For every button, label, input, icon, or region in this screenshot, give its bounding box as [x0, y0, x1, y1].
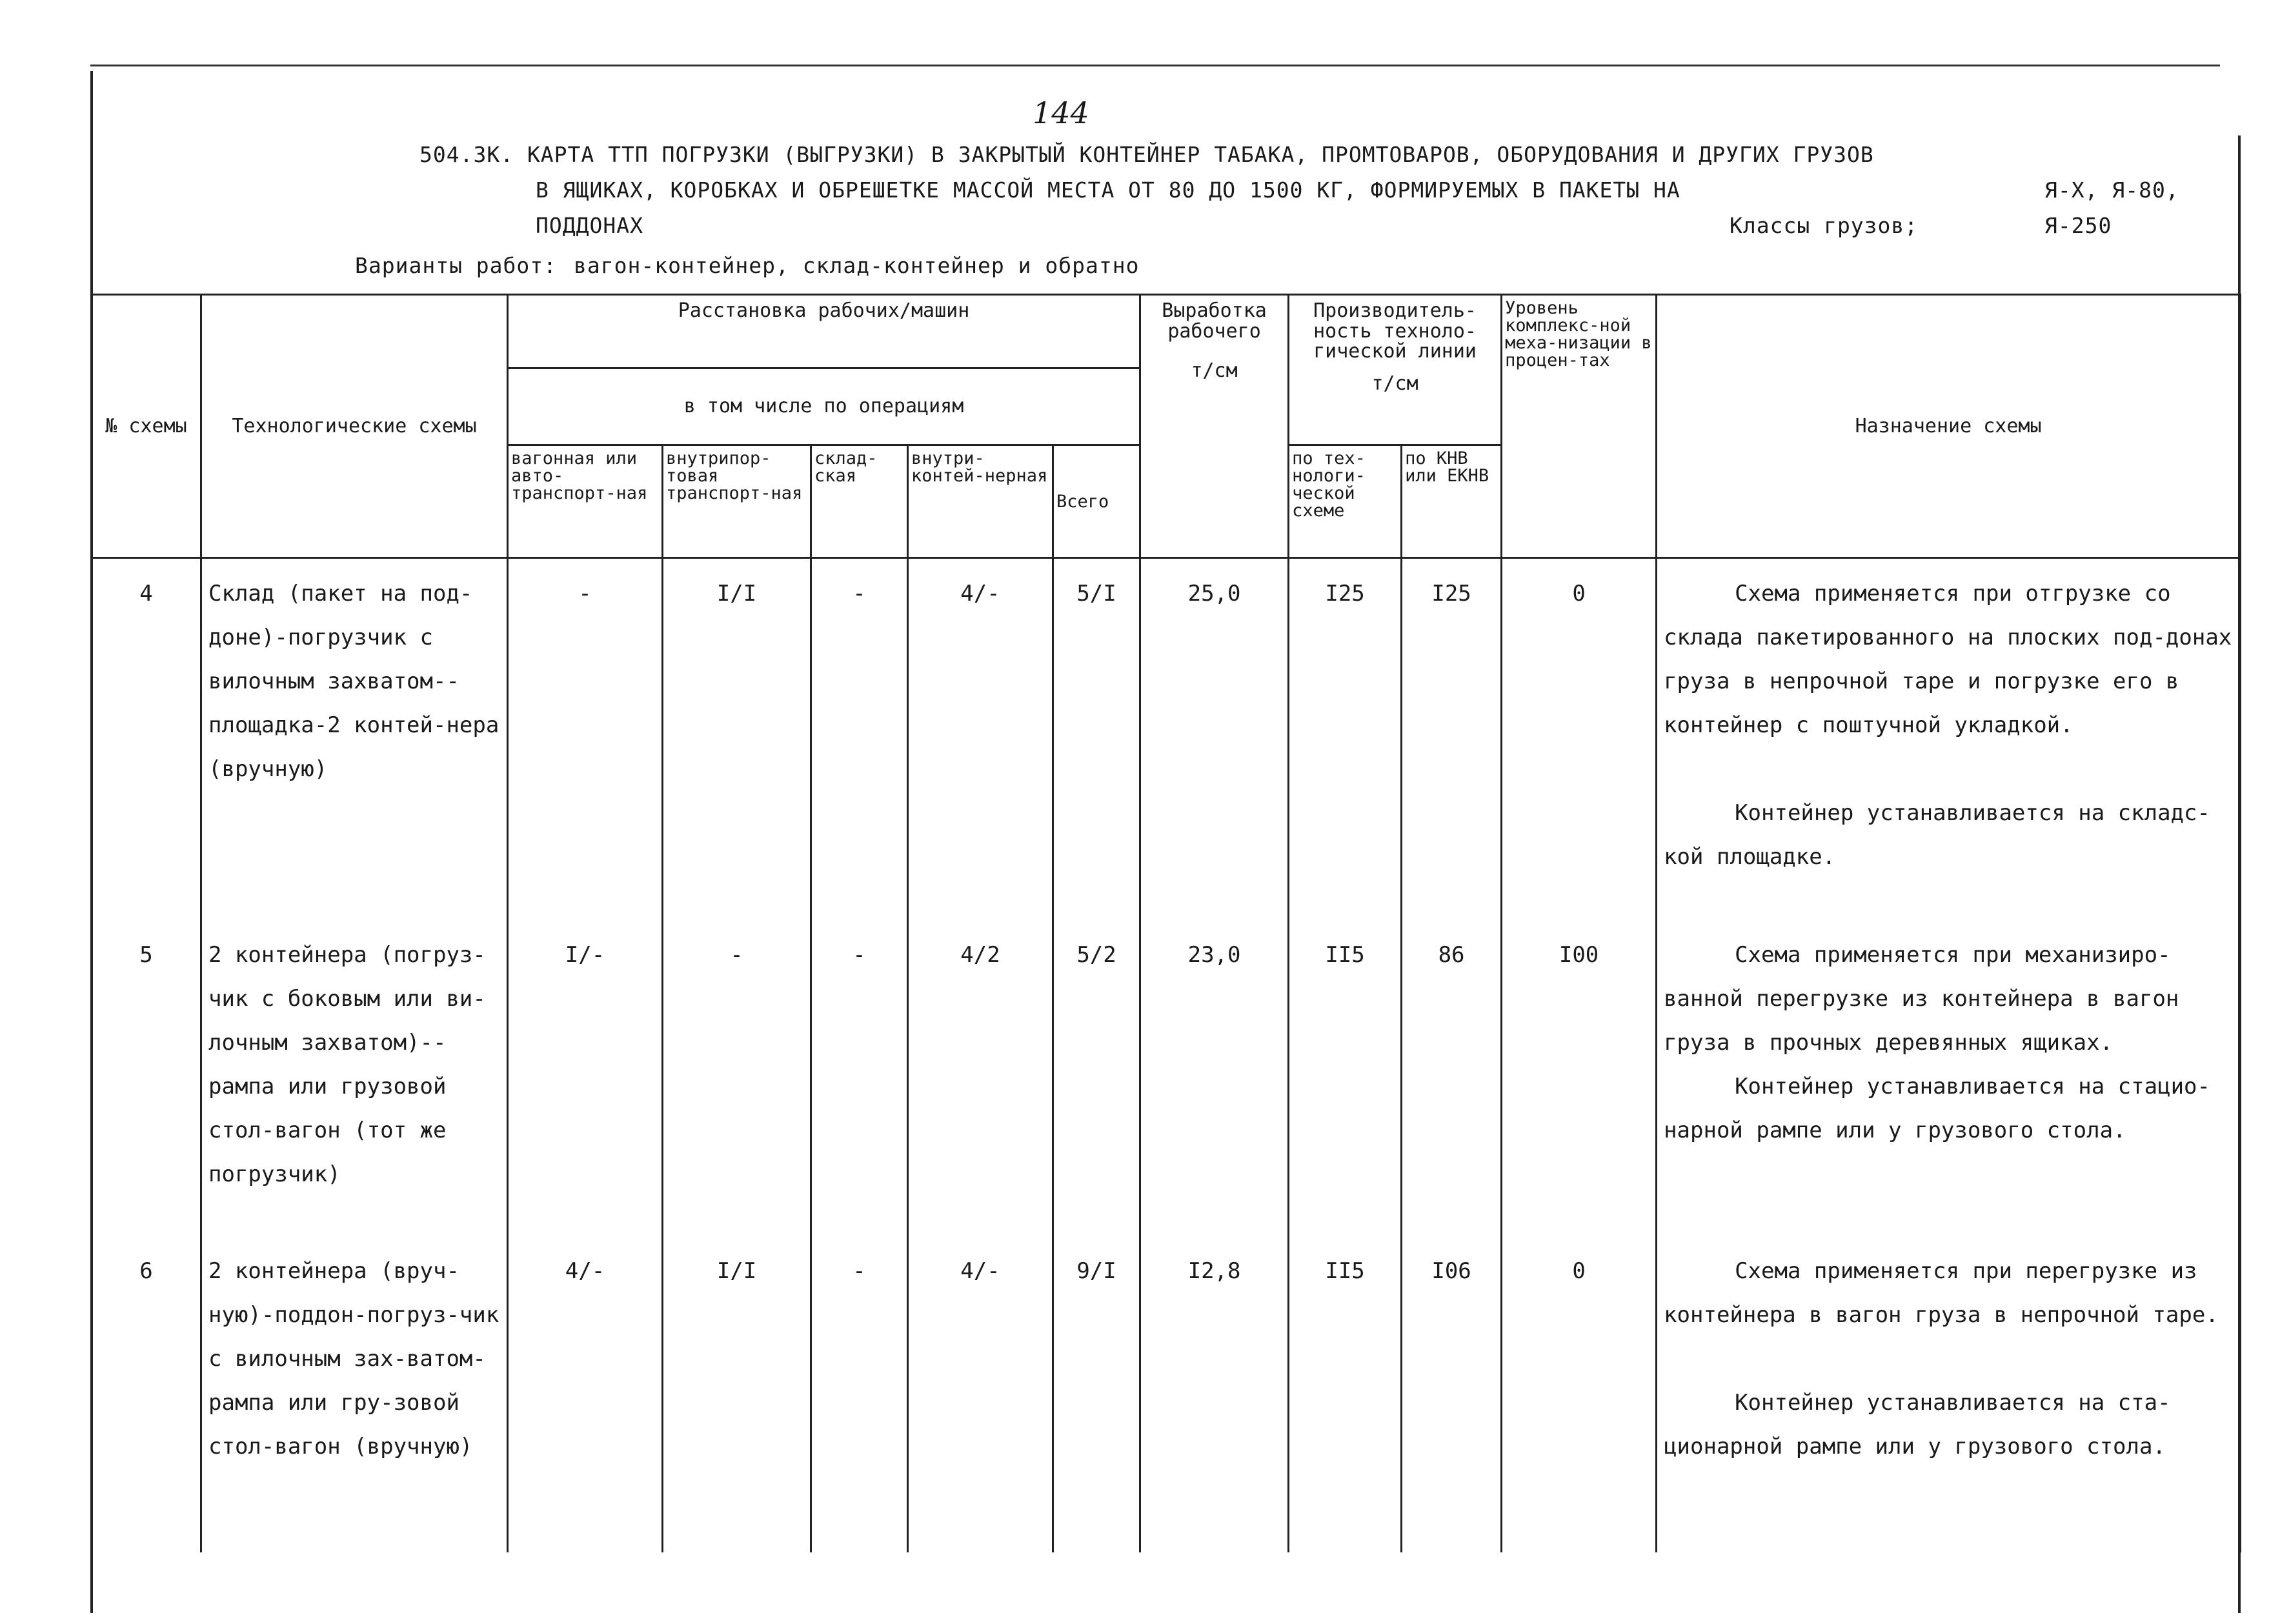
cell-warehouse: -: [811, 558, 908, 934]
purpose-paragraph: Схема применяется при перегрузке из контейнера в вагон груза в непрочной таре.: [1664, 1258, 2219, 1328]
cell-intraport: I/I: [663, 558, 811, 934]
cell-purpose: [1657, 933, 2241, 1249]
tech-schemes-table: [90, 294, 2241, 1552]
table-row: [92, 558, 2241, 934]
header-productivity: [1289, 295, 1502, 445]
work-variants-label: Варианты работ:: [355, 253, 558, 278]
cell-intracontainer: 4/-: [908, 1249, 1053, 1552]
cell-total: 5/2: [1053, 933, 1140, 1249]
cell-prod-tech: I25: [1289, 558, 1402, 934]
work-variants: [355, 253, 1139, 278]
header-tech-schemes: Технологические схемы: [201, 295, 508, 558]
header-mech-level: Уровень комплекс-ной меха-низации в процен-тах: [1502, 295, 1657, 558]
cell-intraport: I/I: [663, 1249, 811, 1552]
table-row: [92, 933, 2241, 1249]
card-title-line-1: 504.3К. КАРТА ТТП ПОГРУЗКИ (ВЫГРУЗКИ) В ЗАКРЫТЫЙ КОНТЕЙНЕР ТАБАКА, ПРОМТОВАРОВ, ОБОРУДОВАНИЯ И ДРУГИХ ГРУЗОВ: [419, 142, 1874, 167]
header-output: [1140, 295, 1289, 558]
header-output-label: Выработка рабочего: [1162, 299, 1267, 343]
header-purpose: Назначение схемы: [1657, 295, 2241, 558]
header-by-kinv: по КНВ или ЕКНВ: [1402, 445, 1502, 558]
header-intracontainer: внутри-контей-нерная: [908, 445, 1053, 558]
header-intraport: внутрипор-товая транспорт-ная: [663, 445, 811, 558]
cargo-classes-value-1: Я-Х, Я-80,: [2044, 177, 2179, 203]
cell-purpose: [1657, 1249, 2241, 1552]
cell-wagon: -: [508, 558, 663, 934]
cell-mech-level: 0: [1502, 1249, 1657, 1552]
table-row: [92, 1249, 2241, 1552]
header-scheme-no: № схемы: [92, 295, 201, 558]
cell-output: I2,8: [1140, 1249, 1289, 1552]
cell-warehouse: -: [811, 1249, 908, 1552]
cell-scheme: 2 контейнера (вруч-ную)-поддон-погруз-чик с вилочным зах-ватом-рампа или гру-зовой стол-вагон (вручную): [201, 1249, 508, 1552]
cell-total: 9/I: [1053, 1249, 1140, 1552]
cell-scheme-no: 4: [92, 558, 201, 934]
work-variants-value: вагон-контейнер, склад-контейнер и обратно: [574, 253, 1140, 278]
purpose-paragraph: Контейнер устанавливается на ста-ционарной рампе или у грузового стола.: [1664, 1390, 2171, 1459]
header-total: Всего: [1053, 445, 1140, 558]
top-rule: [90, 65, 2220, 66]
cargo-classes-label: Классы грузов;: [1730, 213, 1919, 238]
cargo-classes-value-2: Я-250: [2044, 213, 2112, 238]
header-wagon: вагонная или авто-транспорт-ная: [508, 445, 663, 558]
cell-scheme: 2 контейнера (погруз-чик с боковым или ви-лочным захватом)--рампа или грузовой стол-вагон (тот же погрузчик): [201, 933, 508, 1249]
cell-mech-level: I00: [1502, 933, 1657, 1249]
card-title-line-2: В ЯЩИКАХ, КОРОБКАХ И ОБРЕШЕТКЕ МАССОЙ МЕСТА ОТ 80 ДО 1500 КГ, ФОРМИРУЕМЫХ В ПАКЕТЫ НА: [536, 177, 1680, 203]
cell-intracontainer: 4/2: [908, 933, 1053, 1249]
cell-scheme-no: 5: [92, 933, 201, 1249]
cell-total: 5/I: [1053, 558, 1140, 934]
header-by-tech-scheme: по тех-нологи-ческой схеме: [1289, 445, 1402, 558]
purpose-paragraph: Контейнер устанавливается на стацио-нарной рампе или у грузового стола.: [1664, 1074, 2210, 1143]
purpose-paragraph: Контейнер устанавливается на складс-кой площадке.: [1664, 800, 2210, 870]
cell-wagon: 4/-: [508, 1249, 663, 1552]
cell-intracontainer: 4/-: [908, 558, 1053, 934]
header-productivity-label: Производитель-ность техноло-гической линии: [1313, 299, 1477, 363]
cell-prod-kinv: I06: [1402, 1249, 1502, 1552]
cell-prod-kinv: I25: [1402, 558, 1502, 934]
header-output-unit: т/см: [1191, 359, 1238, 382]
header-warehouse: склад-ская: [811, 445, 908, 558]
cell-output: 25,0: [1140, 558, 1289, 934]
cell-output: 23,0: [1140, 933, 1289, 1249]
purpose-paragraph: Схема применяется при механизиро-ванной перегрузке из контейнера в вагон груза в прочных деревянных ящиках.: [1664, 942, 2179, 1056]
header-productivity-unit: т/см: [1371, 372, 1418, 395]
cell-scheme-no: 6: [92, 1249, 201, 1552]
cell-wagon: I/-: [508, 933, 663, 1249]
cell-prod-tech: II5: [1289, 933, 1402, 1249]
cell-scheme: Склад (пакет на под-доне)-погрузчик с вилочным захватом--площадка-2 контей-нера (вручную): [201, 558, 508, 934]
header-placement: Расстановка рабочих/машин: [508, 295, 1140, 368]
card-title-line-3: ПОДДОНАХ: [536, 213, 643, 238]
cell-intraport: -: [663, 933, 811, 1249]
cell-mech-level: 0: [1502, 558, 1657, 934]
cell-prod-tech: II5: [1289, 1249, 1402, 1552]
page-number: 144: [1033, 95, 1089, 130]
cell-prod-kinv: 86: [1402, 933, 1502, 1249]
cell-purpose: [1657, 558, 2241, 934]
purpose-paragraph: Схема применяется при отгрузке со склада пакетированного на плоских под-донах груза в непрочной таре и погрузке его в контейнер с поштучной укладкой.: [1664, 581, 2232, 738]
cell-warehouse: -: [811, 933, 908, 1249]
header-by-operations: в том числе по операциям: [508, 368, 1140, 445]
